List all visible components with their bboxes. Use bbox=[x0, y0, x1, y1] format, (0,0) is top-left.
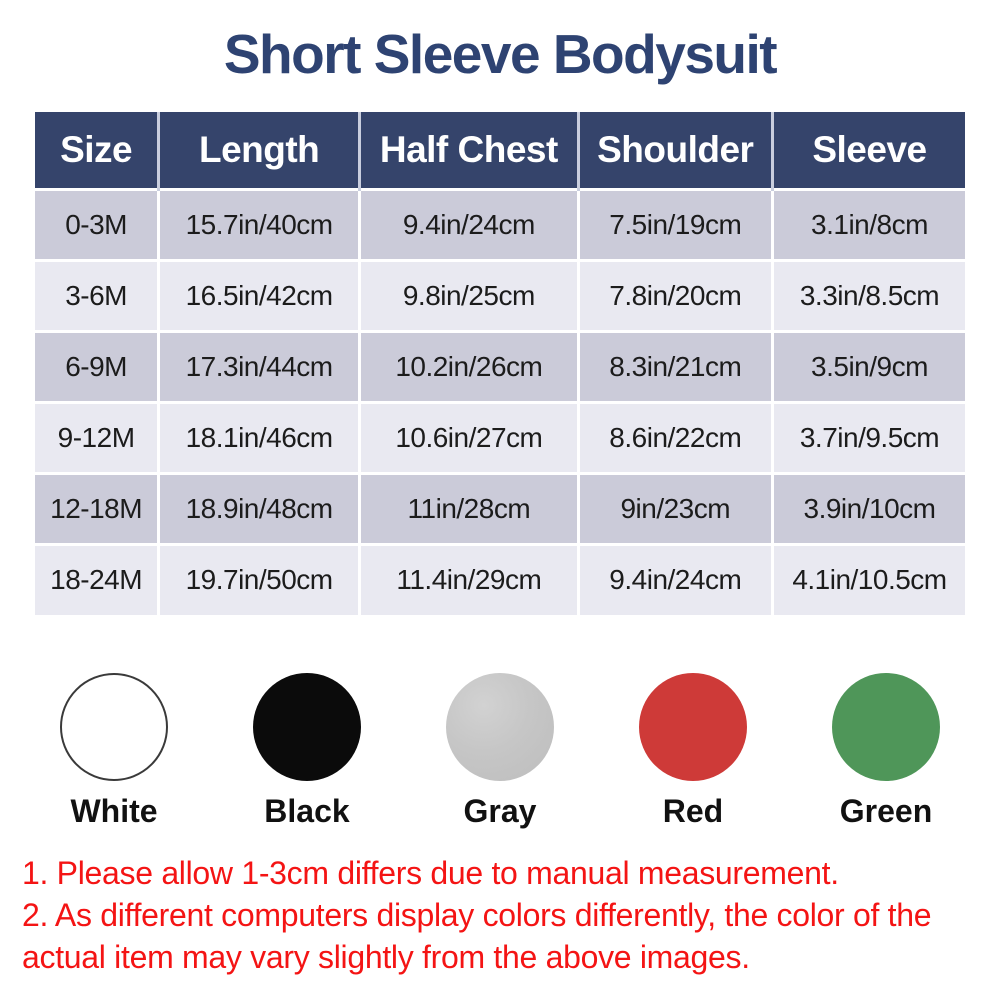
gray-color-circle bbox=[446, 673, 554, 781]
size-cell: 12-18M bbox=[35, 473, 159, 544]
measurement-cell: 15.7in/40cm bbox=[159, 189, 360, 260]
measurement-cell: 7.8in/20cm bbox=[578, 260, 772, 331]
measurement-cell: 10.2in/26cm bbox=[360, 331, 579, 402]
measurement-cell: 9in/23cm bbox=[578, 473, 772, 544]
swatch-red bbox=[604, 673, 782, 830]
table-body bbox=[35, 189, 965, 615]
red-color-circle bbox=[639, 673, 747, 781]
measurement-cell: 3.9in/10cm bbox=[772, 473, 965, 544]
color-swatches bbox=[25, 673, 975, 830]
measurement-cell: 18.1in/46cm bbox=[159, 402, 360, 473]
table-row bbox=[35, 189, 965, 260]
table-row bbox=[35, 544, 965, 615]
size-cell: 0-3M bbox=[35, 189, 159, 260]
swatch-label: Gray bbox=[463, 793, 537, 829]
measurement-cell: 10.6in/27cm bbox=[360, 402, 579, 473]
table-row bbox=[35, 402, 965, 473]
measurement-cell: 9.4in/24cm bbox=[578, 544, 772, 615]
swatch-green bbox=[797, 673, 975, 830]
measurement-cell: 3.5in/9cm bbox=[772, 331, 965, 402]
swatch-white bbox=[25, 673, 203, 830]
page-title: Short Sleeve Bodysuit bbox=[223, 23, 777, 85]
size-table bbox=[35, 112, 965, 615]
column-header-size: Size bbox=[35, 112, 159, 189]
column-header-shoulder: Shoulder bbox=[578, 112, 772, 189]
disclaimer-notes bbox=[22, 852, 980, 979]
measurement-cell: 18.9in/48cm bbox=[159, 473, 360, 544]
swatch-label: Black bbox=[264, 793, 350, 829]
table-row bbox=[35, 331, 965, 402]
table-header-row bbox=[35, 112, 965, 189]
black-color-circle bbox=[253, 673, 361, 781]
white-color-circle bbox=[60, 673, 168, 781]
measurement-cell: 9.4in/24cm bbox=[360, 189, 579, 260]
size-cell: 3-6M bbox=[35, 260, 159, 331]
measurement-cell: 8.6in/22cm bbox=[578, 402, 772, 473]
measurement-cell: 11.4in/29cm bbox=[360, 544, 579, 615]
table-row bbox=[35, 260, 965, 331]
measurement-cell: 16.5in/42cm bbox=[159, 260, 360, 331]
measurement-cell: 17.3in/44cm bbox=[159, 331, 360, 402]
column-header-length: Length bbox=[159, 112, 360, 189]
size-cell: 18-24M bbox=[35, 544, 159, 615]
measurement-cell: 11in/28cm bbox=[360, 473, 579, 544]
measurement-cell: 9.8in/25cm bbox=[360, 260, 579, 331]
swatch-label: Green bbox=[839, 793, 933, 829]
swatch-label: White bbox=[70, 793, 158, 829]
table-row bbox=[35, 473, 965, 544]
measurement-cell: 4.1in/10.5cm bbox=[772, 544, 965, 615]
disclaimer-note: 1. Please allow 1-3cm differs due to manual measurement. bbox=[22, 855, 839, 891]
swatch-gray bbox=[411, 673, 589, 830]
column-header-sleeve: Sleeve bbox=[772, 112, 965, 189]
column-header-half-chest: Half Chest bbox=[360, 112, 579, 189]
measurement-cell: 8.3in/21cm bbox=[578, 331, 772, 402]
swatch-label: Red bbox=[662, 793, 724, 829]
size-cell: 6-9M bbox=[35, 331, 159, 402]
measurement-cell: 7.5in/19cm bbox=[578, 189, 772, 260]
size-cell: 9-12M bbox=[35, 402, 159, 473]
measurement-cell: 19.7in/50cm bbox=[159, 544, 360, 615]
measurement-cell: 3.3in/8.5cm bbox=[772, 260, 965, 331]
disclaimer-note: 2. As different computers display colors differently, the color of the actual item may vary slightly from the above images. bbox=[22, 897, 932, 976]
swatch-black bbox=[218, 673, 396, 830]
measurement-cell: 3.1in/8cm bbox=[772, 189, 965, 260]
size-chart-page bbox=[0, 22, 1000, 1000]
green-color-circle bbox=[832, 673, 940, 781]
measurement-cell: 3.7in/9.5cm bbox=[772, 402, 965, 473]
